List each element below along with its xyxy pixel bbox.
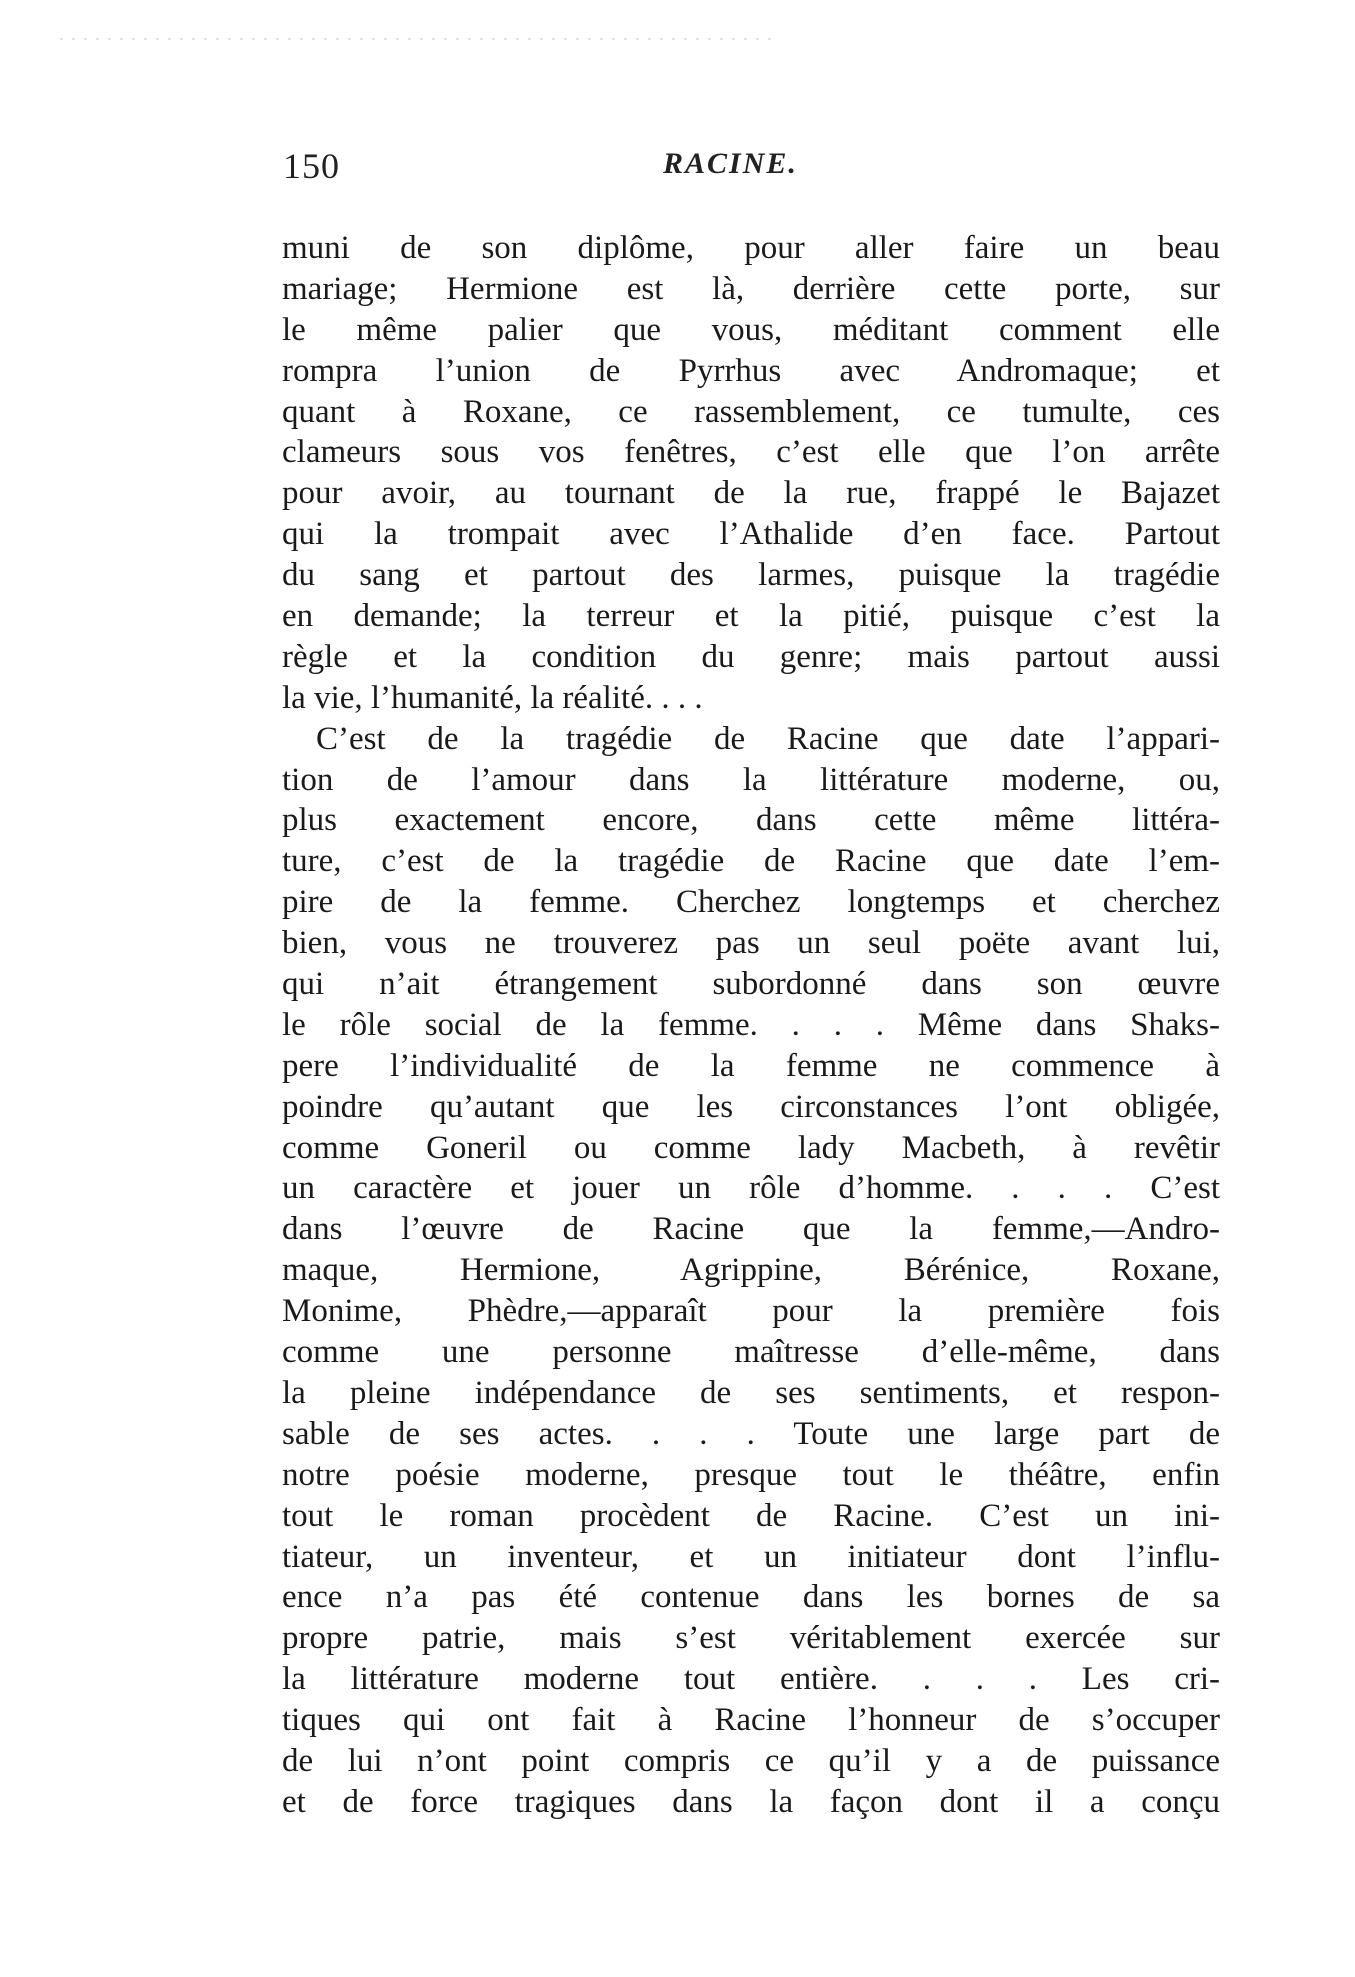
text-line: le même palier que vous, méditant comment elle: [282, 311, 1220, 348]
text-line: tiques qui ont fait à Racine l’honneur de s’occuper: [282, 1702, 1220, 1739]
text-line: comme une personne maîtresse d’elle-même, dans: [282, 1334, 1220, 1371]
text-line: rompra l’union de Pyrrhus avec Andromaque; et: [282, 352, 1220, 389]
text-line: ture, c’est de la tragédie de Racine que date l’em-: [282, 843, 1220, 880]
text-line: pour avoir, au tournant de la rue, frappé le Bajazet: [282, 475, 1220, 512]
text-line: qui n’ait étrangement subordonné dans son œuvre: [282, 966, 1220, 1003]
text-line: pere l’individualité de la femme ne commence à: [282, 1047, 1220, 1084]
text-line: qui la trompait avec l’Athalide d’en face. Partout: [282, 516, 1220, 553]
text-line: clameurs sous vos fenêtres, c’est elle que l’on arrête: [282, 434, 1220, 471]
text-line: la vie, l’humanité, la réalité. . . .: [282, 679, 703, 716]
text-line: la pleine indépendance de ses sentiments, et respon-: [282, 1374, 1220, 1411]
text-line: règle et la condition du genre; mais partout aussi: [282, 638, 1220, 675]
text-line: mariage; Hermione est là, derrière cette porte, sur: [282, 270, 1220, 307]
text-line: tiateur, un inventeur, et un initiateur dont l’influ-: [282, 1538, 1220, 1575]
scan-artifact: [60, 38, 780, 40]
text-line: quant à Roxane, ce rassemblement, ce tumulte, ces: [282, 393, 1220, 430]
text-line: le rôle social de la femme. . . . Même dans Shaks-: [282, 1006, 1220, 1043]
running-head: RACINE.: [663, 147, 798, 180]
text-line: du sang et partout des larmes, puisque la tragédie: [282, 557, 1220, 594]
text-line: muni de son diplôme, pour aller faire un beau: [282, 230, 1220, 266]
text-line: dans l’œuvre de Racine que la femme,—Andro-: [282, 1211, 1220, 1248]
text-line: maque, Hermione, Agrippine, Bérénice, Roxane,: [282, 1252, 1220, 1289]
text-line: tout le roman procèdent de Racine. C’est un ini-: [282, 1497, 1220, 1534]
text-line: de lui n’ont point compris ce qu’il y a de puissance: [282, 1742, 1220, 1779]
text-line: comme Goneril ou comme lady Macbeth, à revêtir: [282, 1129, 1220, 1166]
text-line: et de force tragiques dans la façon dont il a conçu: [282, 1783, 1220, 1820]
text-line: Monime, Phèdre,—apparaît pour la première fois: [282, 1293, 1220, 1330]
text-line: la littérature moderne tout entière. . . . Les cri-: [282, 1661, 1220, 1698]
text-line: plus exactement encore, dans cette même littéra-: [282, 802, 1220, 839]
text-line: en demande; la terreur et la pitié, puisque c’est la: [282, 598, 1220, 635]
body-text: [282, 228, 1220, 1823]
text-line: ence n’a pas été contenue dans les bornes de sa: [282, 1579, 1220, 1616]
text-line: un caractère et jouer un rôle d’homme. . . . C’est: [282, 1170, 1220, 1207]
text-line-paragraph-start: C’est de la tragédie de Racine que date l’appari-: [316, 720, 1220, 757]
text-line: pire de la femme. Cherchez longtemps et cherchez: [282, 884, 1220, 921]
text-line: propre patrie, mais s’est véritablement exercée sur: [282, 1620, 1220, 1657]
text-line: sable de ses actes. . . . Toute une large part de: [282, 1415, 1220, 1452]
text-line: poindre qu’autant que les circonstances l’ont obligée,: [282, 1088, 1220, 1125]
text-line: tion de l’amour dans la littérature moderne, ou,: [282, 761, 1220, 798]
text-line: notre poésie moderne, presque tout le théâtre, enfin: [282, 1456, 1220, 1493]
text-line: bien, vous ne trouverez pas un seul poëte avant lui,: [282, 925, 1220, 962]
page-number: 150: [283, 146, 340, 186]
page-header: [283, 145, 1218, 195]
